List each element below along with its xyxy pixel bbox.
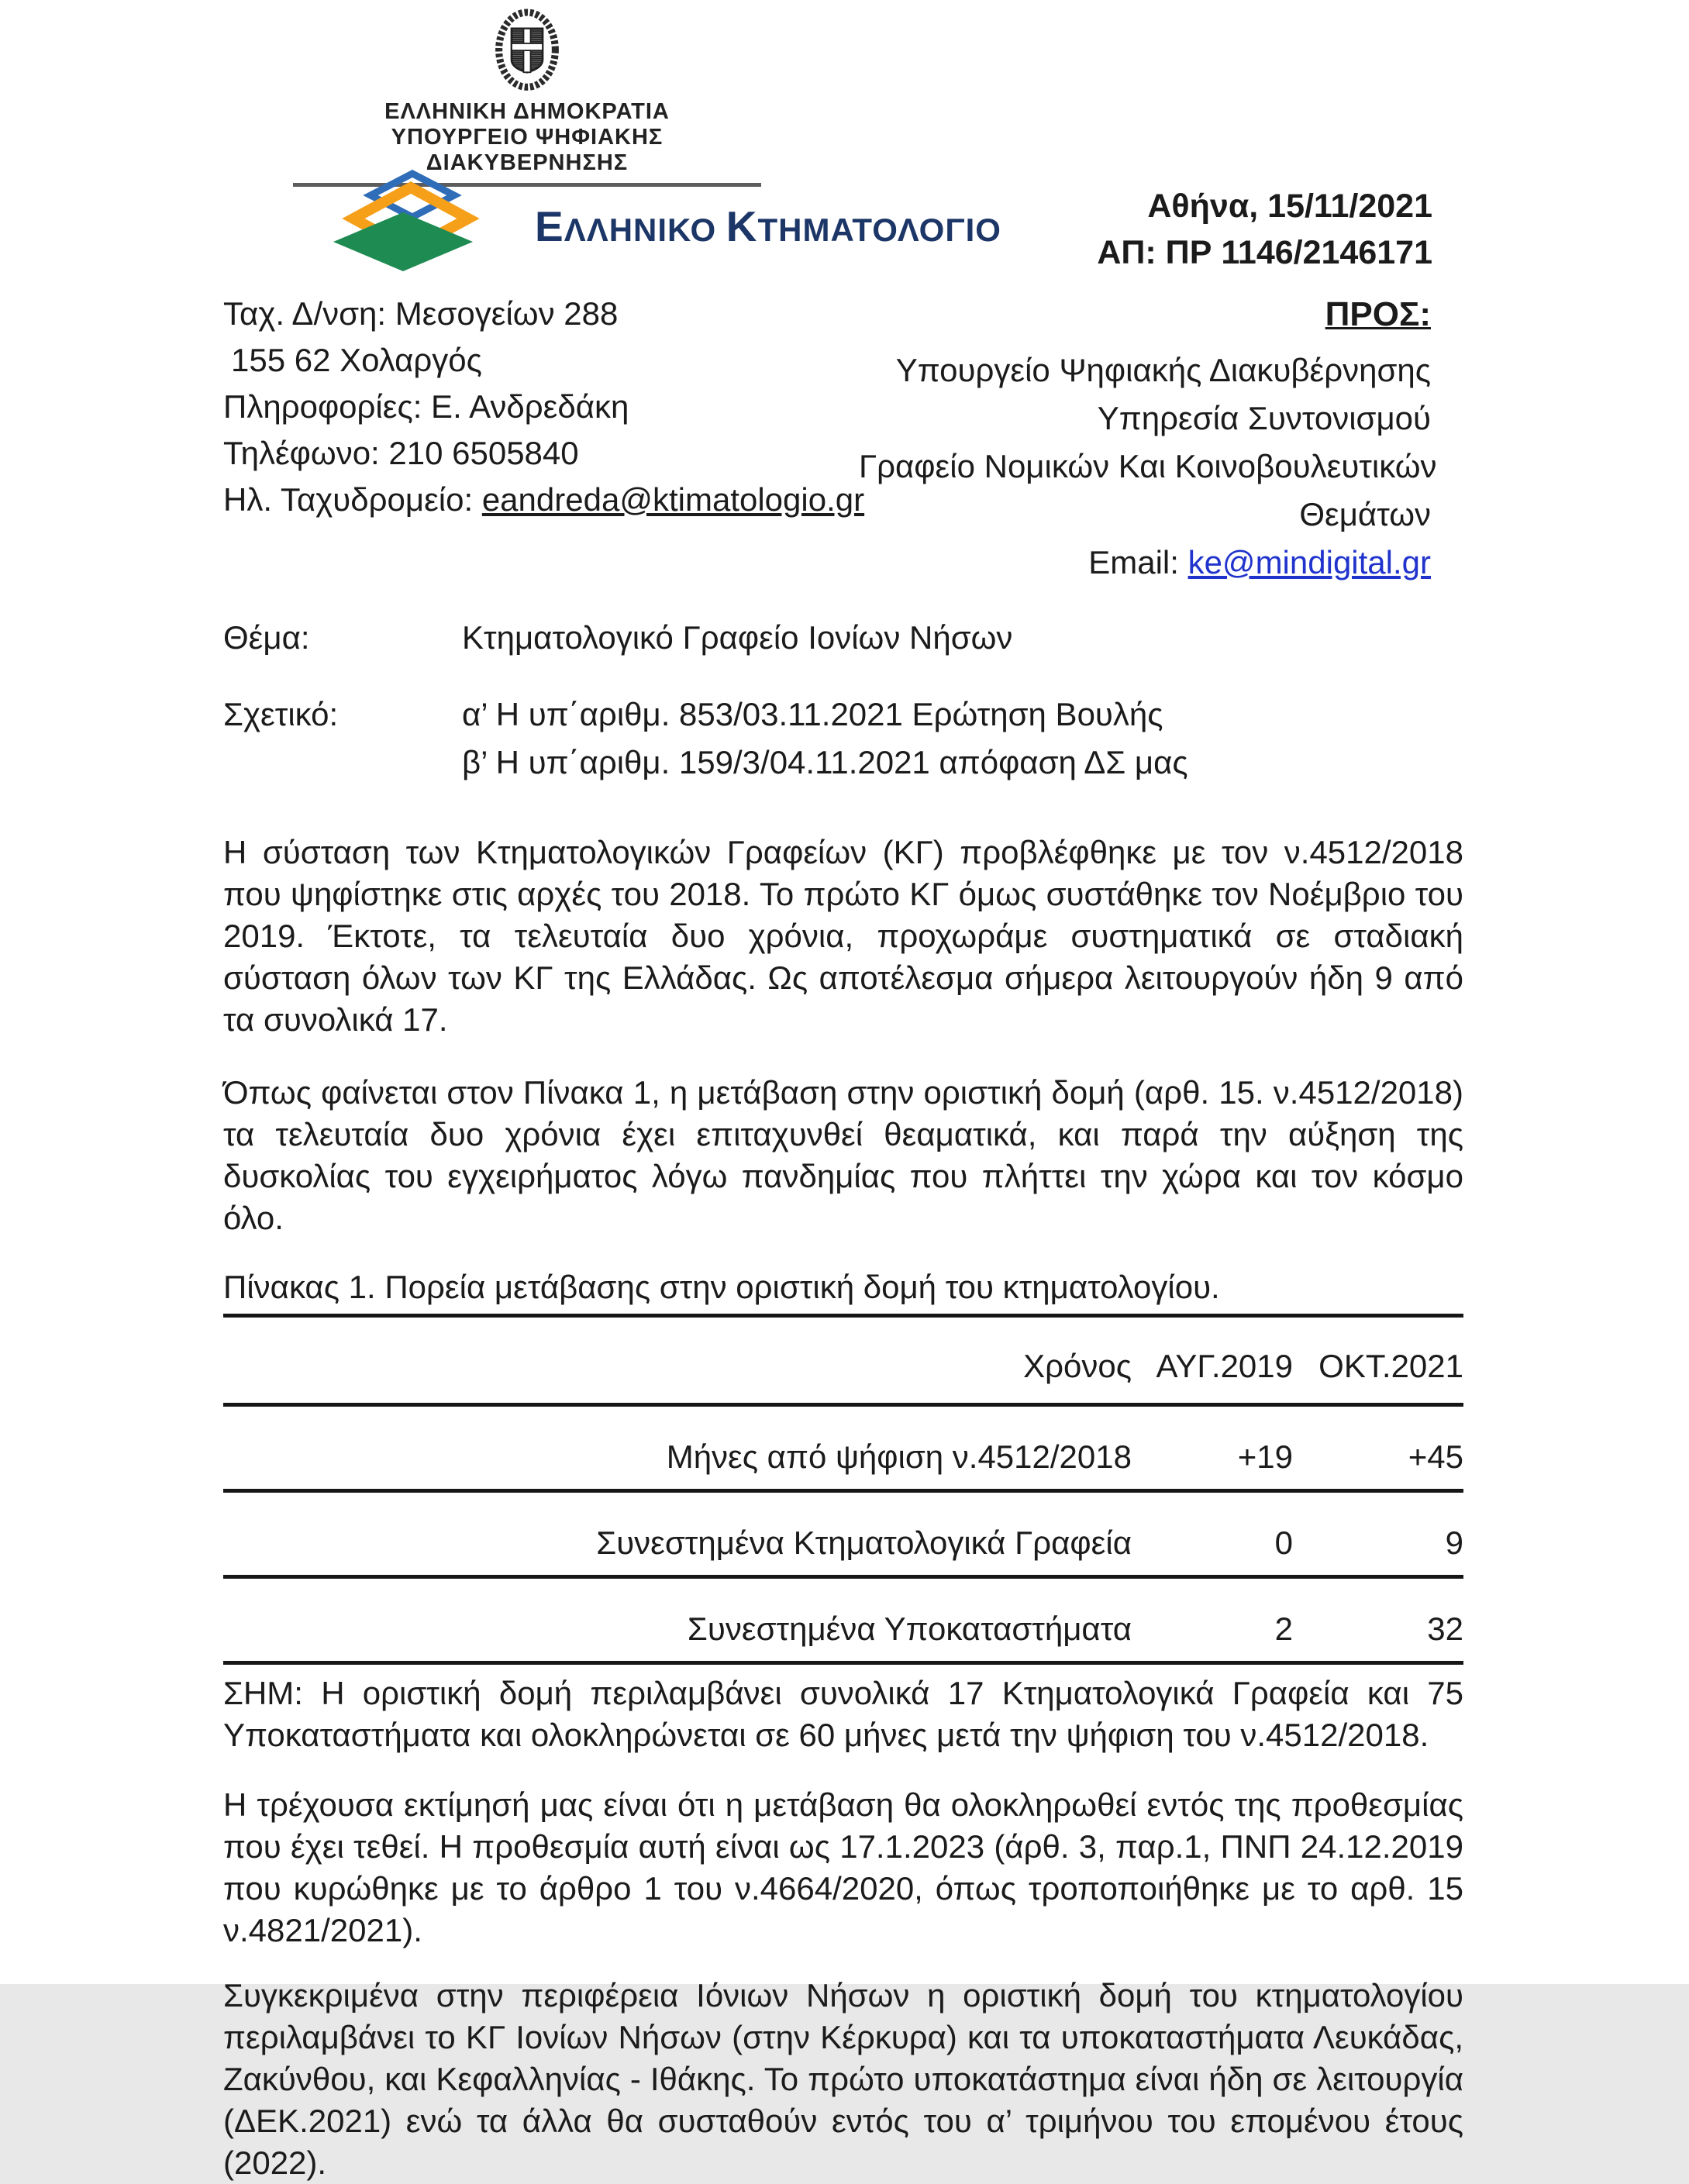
table-note: ΣΗΜ: Η οριστική δομή περιλαμβάνει συνολικά 17 Κτηματολογικά Γραφεία και 75 Υποκαταστήματα και ολοκληρώνεται σε 60 μήνες μετά την ψήφιση του ν.4512/2018. — [223, 1675, 1463, 1753]
table-caption: Πίνακας 1. Πορεία μετάβασης στην οριστική δομή του κτηματολογίου. — [223, 1267, 1463, 1318]
reference-label: Σχετικό: — [223, 696, 339, 732]
date-protocol-block — [1097, 183, 1432, 276]
logo-word2-rest: ΤΗΜΑΤΟΛΟΓΙΟ — [757, 212, 1001, 248]
sender-block — [223, 291, 865, 587]
recipient-email-label: Email: — [1088, 544, 1188, 580]
ministry-title: ΥΠΟΥΡΓΕΙΟ ΨΗΦΙΑΚΗΣ ΔΙΑΚΥΒΕΡΝΗΣΗΣ — [293, 125, 761, 187]
city-date: Αθήνα, 15/11/2021 — [1147, 188, 1432, 225]
row-label: Μήνες από ψήφιση ν.4512/2018 — [666, 1438, 1132, 1475]
table-row — [223, 1493, 1463, 1579]
info-row — [223, 291, 1463, 587]
paragraph-1: Η σύσταση των Κτηματολογικών Γραφείων (ΚΓ) προβλέφθηκε με τον ν.4512/2018 που ψηφίστηκε στις αρχές του 2018. Το πρώτο ΚΓ όμως συστάθηκε τον Νοέμβριο του 2019. Έκτοτε, τα τελευταία δυο χρόνια, προχωράμε συστηματικά σε σταδιακή σύσταση όλων των ΚΓ της Ελλάδας. Ως αποτέλεσμα σήμερα λειτουργούν ήδη 9 από τα συνολικά 17. — [223, 834, 1463, 1038]
row-label: Συνεστημένα Υποκαταστήματα — [687, 1610, 1132, 1647]
reference-line1: α’ Η υπ΄αριθμ. 853/03.11.2021 Ερώτηση Βουλής — [462, 696, 1163, 732]
recipient-line: Υπουργείο Ψηφιακής Διακυβέρνησης — [895, 352, 1431, 388]
letter-body — [223, 291, 1463, 2184]
table-row — [223, 1407, 1463, 1493]
recipient-block — [859, 291, 1463, 587]
table-row — [223, 1579, 1463, 1665]
reference-row — [223, 691, 1463, 787]
protocol-number: ΑΠ: ΠΡ 1146/2146171 — [1097, 234, 1432, 271]
row-value-2019: 0 — [1274, 1524, 1293, 1561]
row-value-2019: 2 — [1274, 1610, 1293, 1647]
sender-address-line2: 155 62 Χολαργός — [231, 342, 482, 378]
sender-phone: Τηλέφωνο: 210 6505840 — [223, 435, 579, 471]
reference-line2: β’ Η υπ΄αριθμ. 159/3/04.11.2021 απόφαση ΔΣ μας — [462, 744, 1188, 780]
recipient-line: Γραφείο Νομικών Και Κοινοβουλευτικών — [859, 448, 1437, 484]
republic-title: ΕΛΛΗΝΙΚΗ ΔΗΜΟΚΡΑΤΙΑ — [384, 99, 670, 124]
greek-coat-of-arms-icon — [488, 8, 566, 95]
subject-value: Κτηματολογικό Γραφείο Ιονίων Νήσων — [462, 619, 1013, 656]
table-header-aug2019: ΑΥΓ.2019 — [1156, 1348, 1293, 1384]
row-label: Συνεστημένα Κτηματολογικά Γραφεία — [596, 1524, 1132, 1561]
cadastre-logo — [316, 169, 1001, 273]
logo-word2-initial: Κ — [726, 202, 758, 250]
subject-block — [223, 616, 1463, 787]
sender-contact-person: Πληροφορίες: Ε. Ανδρεδάκη — [223, 388, 629, 425]
subject-row — [223, 616, 1463, 660]
logo-word1-rest: ΛΛΗΝΙΚΟ — [564, 212, 717, 248]
sender-email-line — [223, 477, 865, 523]
sender-email-label: Ηλ. Ταχυδρομείο: — [223, 481, 482, 518]
recipient-email-link[interactable]: ke@mindigital.gr — [1187, 544, 1431, 580]
logo-word1-initial: Ε — [535, 202, 564, 250]
subject-label: Θέμα: — [223, 619, 310, 656]
government-header — [293, 8, 761, 187]
recipient-heading: ΠΡΟΣ: — [1325, 295, 1431, 333]
recipient-line: Υπηρεσία Συντονισμού — [1097, 400, 1431, 436]
recipient-email-line — [859, 539, 1431, 587]
recipient-line: Θεμάτων — [1299, 496, 1431, 532]
paragraph-3: Η τρέχουσα εκτίμησή μας είναι ότι η μετάβαση θα ολοκληρωθεί εντός της προθεσμίας που έχει τεθεί. Η προθεσμία αυτή είναι ως 17.1.2023 (άρθ. 3, παρ.1, ΠΝΠ 24.12.2019 που κυρώθηκε με το άρθρο 1 του ν.4664/2020, όπως τροποποιήθηκε με το αρθ. 15 ν.4821/2021). — [223, 1786, 1463, 1948]
sender-address-line1: Ταχ. Δ/νση: Μεσογείων 288 — [223, 295, 619, 332]
row-value-2021: 32 — [1427, 1610, 1463, 1647]
cadastre-diamonds-icon — [316, 169, 508, 273]
table-header-row — [223, 1318, 1463, 1407]
reference-values — [462, 691, 1463, 787]
cadastre-logo-text — [535, 202, 1001, 251]
row-value-2021: +45 — [1408, 1438, 1463, 1475]
sender-email-link[interactable]: eandreda@ktimatologio.gr — [481, 481, 865, 518]
paragraph-4: Συγκεκριμένα στην περιφέρεια Ιόνιων Νήσων η οριστική δομή του κτηματολογίου περιλαμβάνει το ΚΓ Ιονίων Νήσων (στην Κέρκυρα) και τα υποκαταστήματα Λευκάδας, Ζακύνθου, και Κεφαλληνίας - Ιθάκης. Το πρώτο υποκατάστημα είναι ήδη σε λειτουργία (ΔΕΚ.2021) ενώ τα άλλα θα συσταθούν εντός του α’ τριμήνου του επομένου έτους (2022). — [223, 1977, 1463, 2181]
row-value-2021: 9 — [1445, 1524, 1463, 1561]
table-header-time: Χρόνος — [1023, 1348, 1132, 1384]
paragraph-2: Όπως φαίνεται στον Πίνακα 1, η μετάβαση στην οριστική δομή (αρθ. 15. ν.4512/2018) τα τελευταία δυο χρόνια έχει επιταχυνθεί θεαματικά, και παρά την αύξηση της δυσκολίας του εγχειρήματος λόγω πανδημίας που πλήττει την χώρα και τον κόσμο όλο. — [223, 1074, 1463, 1236]
table-header-oct2021: ΟΚΤ.2021 — [1318, 1348, 1463, 1384]
row-value-2019: +19 — [1237, 1438, 1293, 1475]
